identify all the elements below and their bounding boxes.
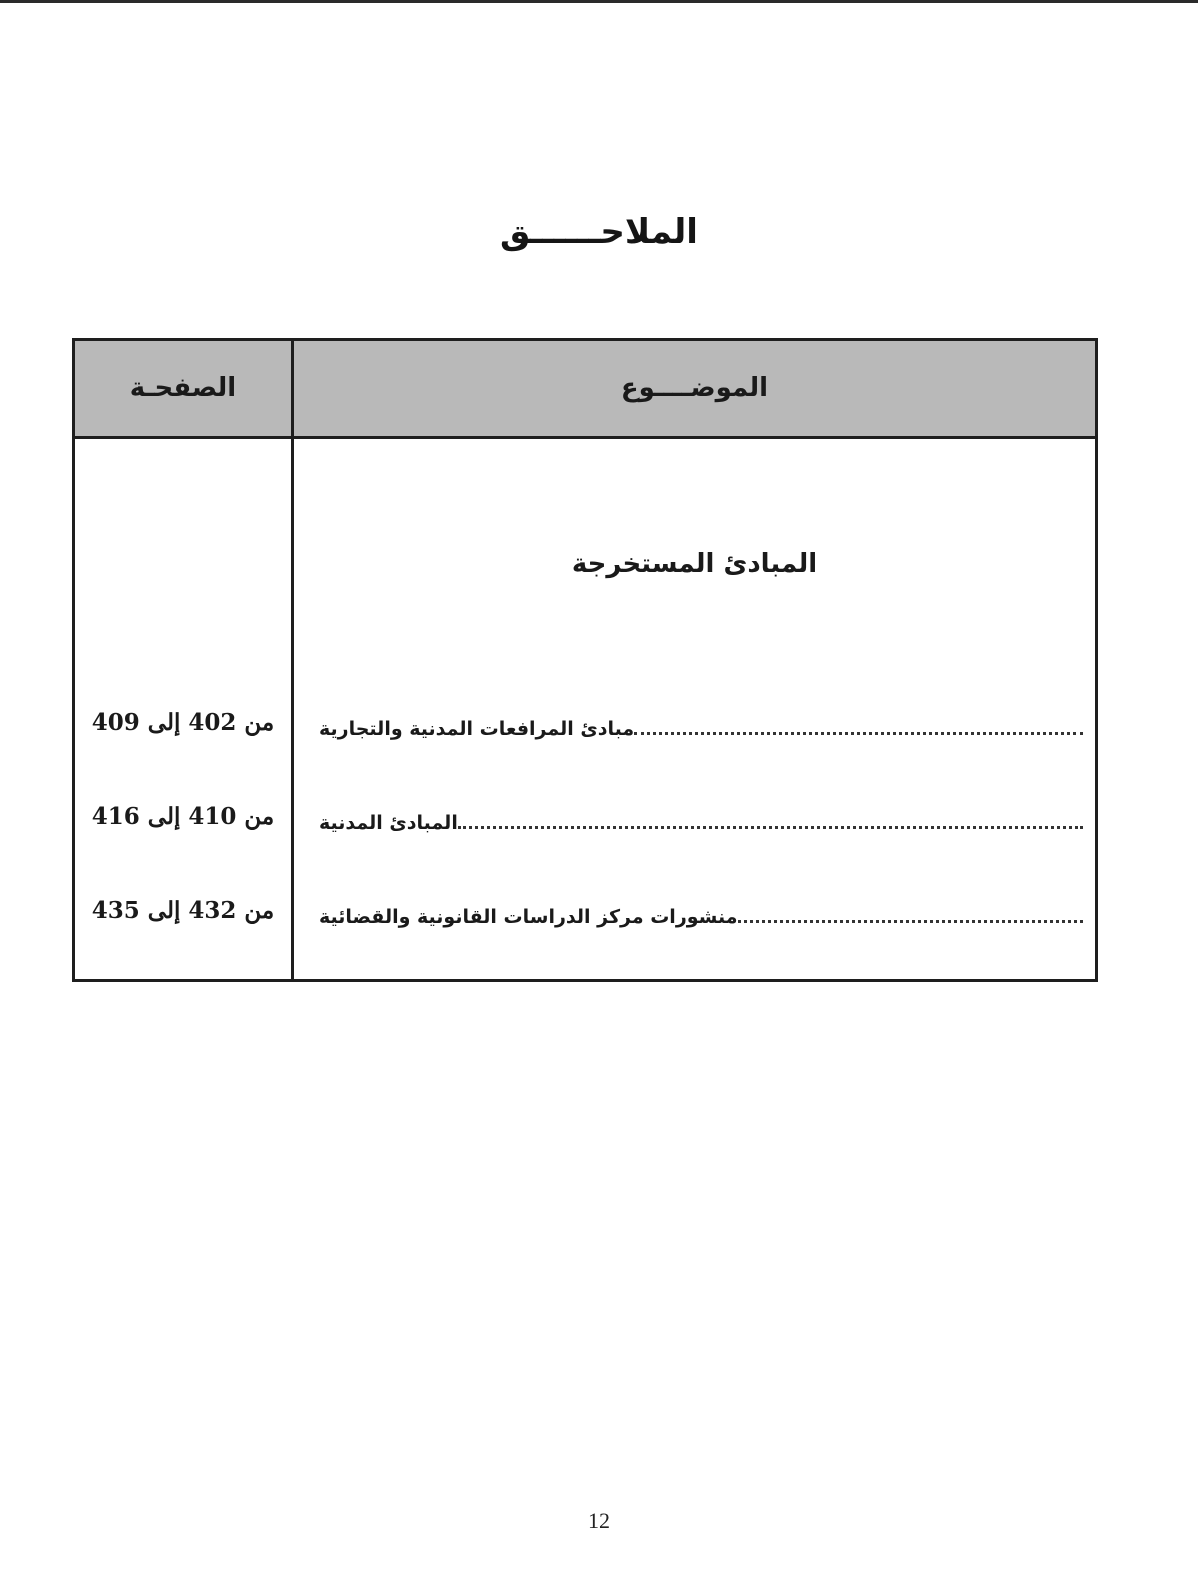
entry-page-range: من 410 إلى 416 (91, 803, 275, 830)
entry-subject-text: منشورات مركز الدراسات القانونية والقضائية (319, 906, 738, 928)
header-page: الصفحـة (129, 373, 237, 403)
dot-leader (458, 825, 1083, 829)
entry-subject-text: مبادئ المرافعات المدنية والتجارية (319, 718, 635, 740)
entry-page-range: من 432 إلى 435 (91, 897, 275, 924)
page-top-edge (0, 0, 1198, 3)
entry-subject (311, 703, 1083, 743)
header-subject: الموضــــوع (620, 373, 769, 403)
toc-entry[interactable] (75, 891, 1095, 931)
page-number: 12 (588, 1508, 610, 1533)
entry-subject (311, 797, 1083, 837)
dot-leader (738, 919, 1083, 923)
table-header-row (75, 341, 1095, 439)
entry-subject (311, 891, 1083, 931)
column-divider (291, 341, 294, 979)
toc-entry[interactable] (75, 797, 1095, 837)
entry-page-range: من 402 إلى 409 (91, 709, 275, 736)
entry-subject-text: المبادئ المدنية (319, 812, 458, 834)
toc-table (72, 338, 1098, 982)
section-heading: المبادئ المستخرجة (571, 549, 818, 579)
toc-entry[interactable] (75, 703, 1095, 743)
dot-leader (634, 731, 1083, 735)
page-title: الملاحــــــق (500, 212, 698, 252)
